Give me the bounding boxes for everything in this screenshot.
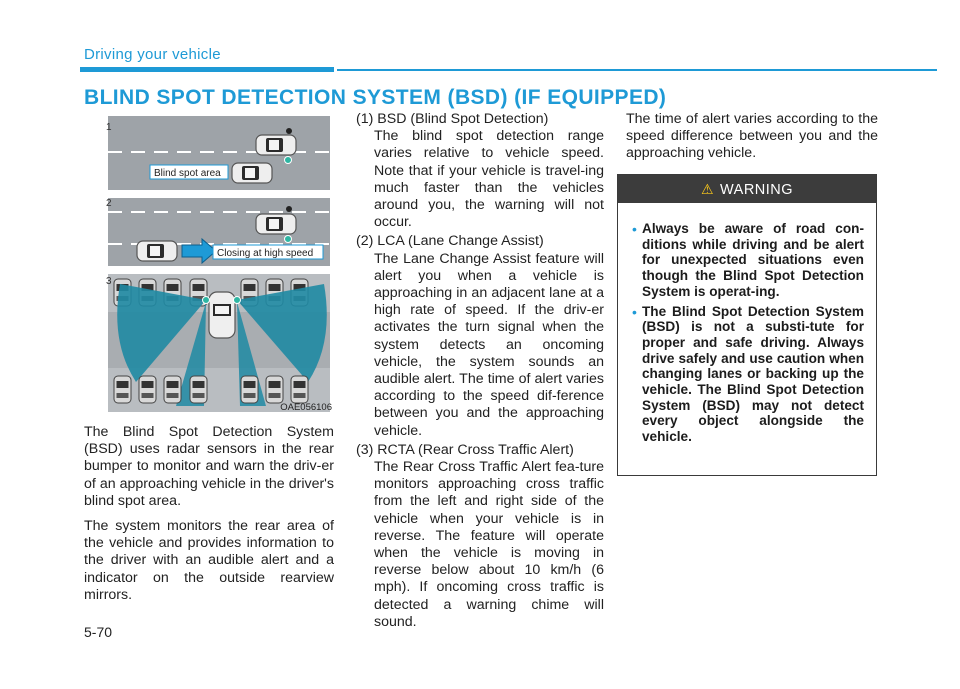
warning-bullet-text: Always be aware of road con-ditions while driving and be alert for unexpected situations even though the Blind Spot Detection System is operat-ing. <box>642 221 864 299</box>
bullet-dot-icon: • <box>632 303 637 320</box>
continuation-column <box>626 111 878 163</box>
panel-lca <box>108 198 330 266</box>
item-text: The Lane Change Assist feature will alert you when a vehicle is approaching in an adjacent lane at a high rate of speed. If the driv-er activates the turn signal when the system detects an oncoming vehicle, the system sounds an audible alert. The time of alert varies according to the speed dif-ference between you and the approaching vehicle. <box>374 250 604 439</box>
header-rule-thick <box>80 67 334 72</box>
intro-paragraph: The Blind Spot Detection System (BSD) uses radar sensors in the rear bumper to monitor and warn the driv-er of an approaching vehicle in the driver's blind spot area. <box>84 424 334 509</box>
bsd-illustration <box>84 114 336 414</box>
approaching-car <box>137 241 177 261</box>
bullet-dot-icon: • <box>632 221 637 237</box>
closing-speed-label: Closing at high speed <box>217 248 314 259</box>
item-text: The blind spot detection range varies relative to vehicle speed. Note that if your vehicle is travel-ing much faster than the vehicles around you, the warning will not occur. <box>374 128 604 231</box>
warning-title: WARNING <box>720 182 794 198</box>
panel-number-1: 1 <box>106 122 112 133</box>
features-column <box>356 111 604 633</box>
sensor-dot <box>285 236 292 243</box>
panel-number-2: 2 <box>106 198 112 209</box>
page-number: 5-70 <box>84 624 113 640</box>
item-title: (1) BSD (Blind Spot Detection) <box>356 111 549 127</box>
figure-code: OAE056106 <box>280 402 332 413</box>
page-title: BLIND SPOT DETECTION SYSTEM (BSD) (IF EQUIPPED) <box>84 86 667 109</box>
item-text: The Rear Cross Traffic Alert fea-ture monitors approaching cross traffic from the left and right side of the vehicle when your vehicle is in reverse. The feature will operate when the vehicle is moving in reverse below about 10 km/h (6 mph). If oncoming cross traffic is detected a warning chime will sound. <box>374 459 604 630</box>
continuation-text: The time of alert varies according to the speed difference between you and the approaching vehicle. <box>626 111 878 162</box>
item-title: (3) RCTA (Rear Cross Traffic Alert) <box>356 441 574 458</box>
panel-rcta <box>108 274 330 412</box>
radar-dot <box>286 206 292 212</box>
warning-box <box>617 174 877 476</box>
bsd-diagram <box>84 114 336 414</box>
intro-paragraph: The system monitors the rear area of the vehicle and provides information to the driver with an audible alert and a indicator on the outside rearview mirrors. <box>84 518 334 603</box>
radar-dot <box>286 128 292 134</box>
panel-number-3: 3 <box>106 276 112 287</box>
blind-spot-label: Blind spot area <box>154 168 221 179</box>
warning-bullet <box>632 221 864 300</box>
adjacent-car <box>232 163 272 183</box>
sensor-dot <box>234 297 241 304</box>
warning-body <box>618 203 876 445</box>
warning-header <box>618 175 876 203</box>
item-title: (2) LCA (Lane Change Assist) <box>356 233 544 250</box>
panel-bsd <box>108 116 330 190</box>
ego-car <box>256 214 296 234</box>
header-rule-thin <box>337 69 937 71</box>
warning-bullet <box>632 304 864 445</box>
warning-triangle-icon: ⚠ <box>700 181 714 197</box>
sensor-dot <box>285 157 292 164</box>
intro-column <box>84 424 334 604</box>
warning-bullet-text: The Blind Spot Detection System (BSD) is not a substi-tute for proper and safe driving. Always drive safely and use caution when changing lanes or backing up the vehicle. The Blind Spot Detection System (BSD) may not detect every object alongside the vehicle. <box>642 303 864 445</box>
sensor-dot <box>203 297 210 304</box>
ego-car <box>256 135 296 155</box>
section-label: Driving your vehicle <box>84 46 221 63</box>
